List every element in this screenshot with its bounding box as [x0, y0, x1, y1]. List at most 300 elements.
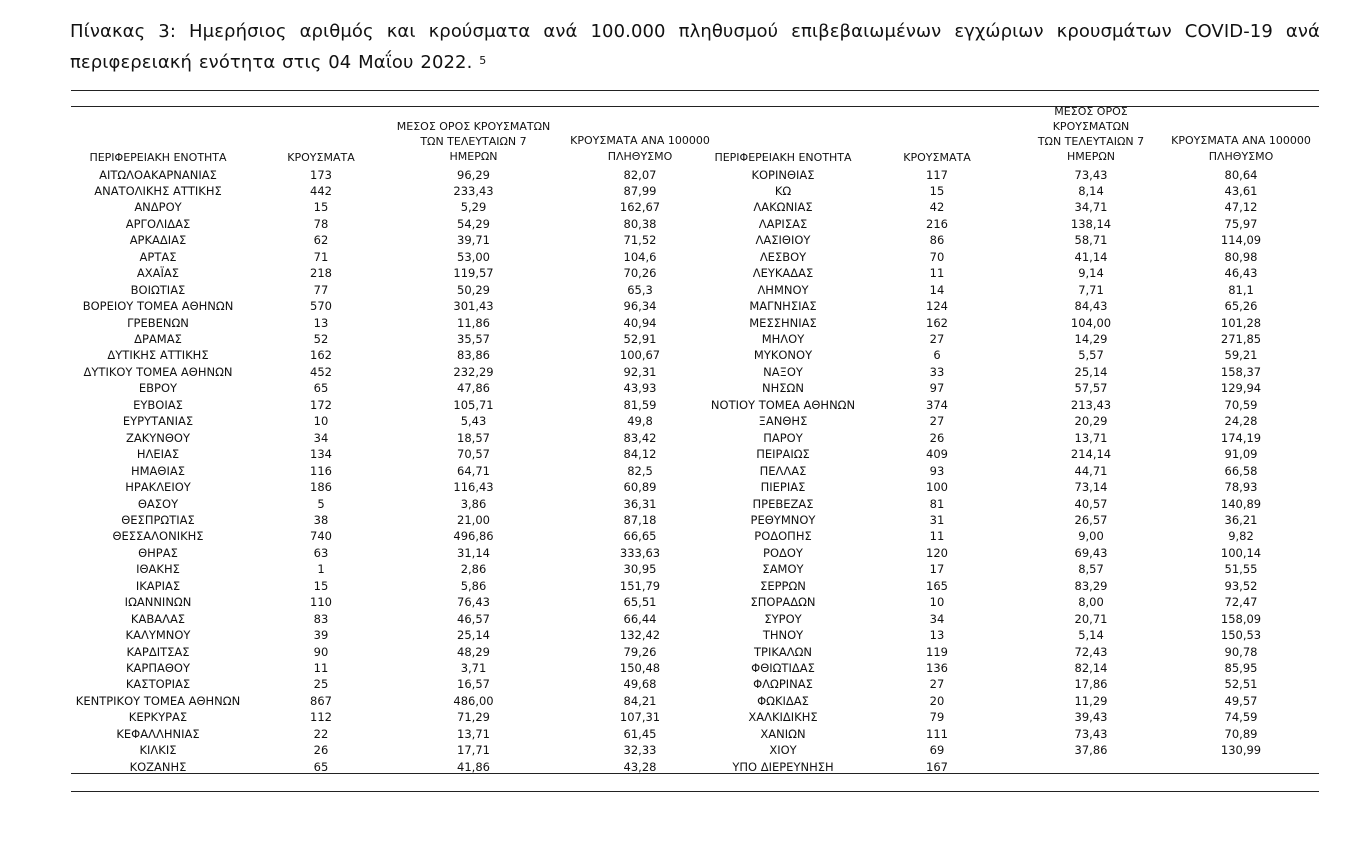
avg7-cell: 5,14	[1078, 628, 1104, 643]
region-cell: ΤΡΙΚΑΛΩΝ	[753, 644, 813, 659]
per100k-cell: 52,91	[623, 332, 657, 346]
cases-cell: 452	[310, 364, 332, 379]
table-row	[71, 199, 1319, 215]
avg7-cell: 138,14	[1070, 216, 1112, 231]
per100k-cell: 32,33	[623, 743, 657, 758]
avg7-cell: 18,57	[457, 430, 490, 445]
region-cell: ΙΩΑΝΝΙΝΩΝ	[124, 595, 192, 610]
header-avg-left-line2: ΤΩΝ ΤΕΛΕΥΤΑΙΩΝ 7 ΗΜΕΡΩΝ	[420, 135, 527, 163]
bottom-rule-second	[71, 791, 1319, 792]
table-row	[71, 512, 1319, 528]
per100k-cell: 70,26	[623, 266, 657, 281]
per100k-cell: 90,78	[1224, 644, 1258, 659]
region-cell: ΘΕΣΠΡΩΤΙΑΣ	[121, 512, 195, 527]
table-row	[71, 496, 1319, 512]
region-cell: ΧΑΝΙΩΝ	[760, 726, 806, 741]
region-cell: ΤΗΝΟΥ	[762, 628, 804, 643]
region-cell: ΒΟΙΩΤΙΑΣ	[130, 282, 186, 297]
cases-cell: 38	[313, 512, 329, 527]
region-cell: ΠΙΕΡΙΑΣ	[760, 480, 806, 495]
region-cell: ΑΡΚΑΔΙΑΣ	[129, 233, 187, 248]
per100k-cell: 114,09	[1220, 233, 1262, 248]
per100k-cell: 46,43	[1224, 266, 1258, 281]
avg7-cell: 54,29	[457, 216, 490, 231]
table-row	[71, 232, 1319, 248]
per100k-cell: 83,42	[623, 430, 657, 445]
region-cell: ΑΝΔΡΟΥ	[134, 200, 182, 215]
cases-cell: 65	[313, 381, 329, 396]
per100k-cell: 75,97	[1224, 216, 1258, 231]
header-avg-left	[396, 120, 551, 165]
cases-cell: 11	[313, 661, 329, 675]
avg7-cell: 13,71	[1074, 430, 1108, 445]
cases-cell: 162	[310, 348, 332, 363]
header-avg-right-line2: ΤΩΝ ΤΕΛΕΥΤΑΙΩΝ 7 ΗΜΕΡΩΝ	[1037, 135, 1145, 163]
avg7-cell: 58,71	[1074, 233, 1108, 248]
cases-cell: 81	[929, 496, 945, 511]
cases-cell: 52	[313, 332, 329, 346]
table-row	[71, 446, 1319, 462]
avg7-cell: 11,29	[1074, 693, 1108, 708]
region-cell: ΑΡΓΟΛΙΔΑΣ	[125, 216, 191, 231]
region-cell: ΜΕΣΣΗΝΙΑΣ	[749, 315, 817, 330]
per100k-cell: 130,99	[1220, 743, 1262, 758]
cases-cell: 71	[313, 249, 329, 264]
region-cell: ΣΠΟΡΑΔΩΝ	[750, 595, 816, 610]
table-row	[71, 463, 1319, 479]
region-cell: ΦΛΩΡΙΝΑΣ	[753, 677, 813, 692]
region-cell: ΗΜΑΘΙΑΣ	[130, 463, 185, 478]
per100k-cell: 70,59	[1224, 397, 1258, 412]
region-cell: ΣΑΜΟΥ	[762, 562, 804, 577]
table-header	[71, 105, 1319, 166]
cases-cell: 867	[310, 693, 332, 708]
cases-cell: 27	[929, 332, 945, 346]
per100k-cell: 79,26	[623, 644, 657, 659]
region-cell: ΚΙΛΚΙΣ	[139, 743, 177, 758]
cases-cell: 117	[926, 167, 948, 182]
region-cell: ΔΡΑΜΑΣ	[134, 332, 182, 346]
avg7-cell: 105,71	[453, 397, 494, 412]
per100k-cell: 49,8	[627, 414, 653, 429]
per100k-cell: 66,65	[623, 529, 657, 544]
table-row	[71, 479, 1319, 495]
region-cell: ΘΗΡΑΣ	[138, 545, 178, 560]
cases-cell: 15	[929, 183, 945, 198]
region-cell: ΗΛΕΙΑΣ	[136, 447, 180, 462]
avg7-cell: 71,29	[457, 710, 490, 725]
cases-cell: 110	[310, 595, 332, 610]
avg7-cell: 8,57	[1078, 562, 1104, 577]
header-cases-right: ΚΡΟΥΣΜΑΤΑ	[903, 151, 971, 164]
avg7-cell: 35,57	[457, 332, 490, 346]
cases-cell: 27	[929, 677, 945, 692]
avg7-cell: 39,43	[1074, 710, 1108, 725]
cases-cell: 62	[313, 233, 329, 248]
cases-cell: 136	[926, 661, 948, 675]
cases-cell: 124	[926, 299, 948, 314]
region-cell: ΛΑΣΙΘΙΟΥ	[755, 233, 811, 248]
region-cell: ΙΘΑΚΗΣ	[136, 562, 180, 577]
header-avg-left-line1: ΜΕΣΟΣ ΟΡΟΣ ΚΡΟΥΣΜΑΤΩΝ	[396, 120, 551, 133]
per100k-cell: 96,34	[623, 299, 657, 314]
header-region-left: ΠΕΡΙΦΕΡΕΙΑΚΗ ΕΝΟΤΗΤΑ	[89, 151, 227, 164]
bottom-rule	[71, 773, 1319, 774]
table-row	[71, 380, 1319, 396]
per100k-cell: 36,31	[623, 496, 657, 511]
region-cell: ΕΒΡΟΥ	[138, 381, 178, 396]
table-caption	[70, 16, 1320, 78]
avg7-cell: 3,86	[460, 496, 487, 511]
avg7-cell: 20,71	[1074, 611, 1108, 626]
cases-cell: 442	[310, 183, 332, 198]
per100k-cell: 92,31	[623, 364, 657, 379]
cases-cell: 34	[929, 611, 945, 626]
region-cell: ΚΑΡΔΙΤΣΑΣ	[126, 644, 190, 659]
avg7-cell: 11,86	[457, 315, 490, 330]
header-avg-right-line1: ΜΕΣΟΣ ΟΡΟΣ ΚΡΟΥΣΜΑΤΩΝ	[1052, 105, 1130, 133]
cases-cell: 65	[313, 759, 329, 774]
avg7-cell: 13,71	[457, 726, 490, 741]
per100k-cell: 80,64	[1224, 167, 1258, 182]
region-cell: ΔΥΤΙΚΗΣ ΑΤΤΙΚΗΣ	[107, 348, 209, 363]
avg7-cell: 25,14	[457, 628, 490, 643]
per100k-cell: 150,53	[1220, 628, 1262, 643]
per100k-cell: 43,28	[623, 759, 657, 774]
avg7-cell: 47,86	[457, 381, 490, 396]
region-cell: ΣΥΡΟΥ	[764, 611, 802, 626]
cases-cell: 165	[926, 578, 948, 593]
per100k-cell: 49,57	[1224, 693, 1258, 708]
cases-cell: 78	[313, 216, 329, 231]
per100k-cell: 9,82	[1228, 529, 1254, 544]
table-row	[71, 611, 1319, 627]
per100k-cell: 81,1	[1228, 282, 1254, 297]
region-cell: ΝΗΣΩΝ	[762, 381, 804, 396]
per100k-cell: 85,95	[1224, 661, 1258, 675]
cases-cell: 25	[313, 677, 329, 692]
header-per100k-right	[1166, 133, 1316, 165]
table-row	[71, 561, 1319, 577]
avg7-cell: 20,29	[1074, 414, 1108, 429]
avg7-cell: 73,43	[1074, 167, 1108, 182]
per100k-cell: 162,67	[619, 200, 661, 215]
cases-cell: 119	[926, 644, 948, 659]
per100k-cell: 93,52	[1224, 578, 1258, 593]
per100k-cell: 66,44	[623, 611, 657, 626]
table-row	[71, 676, 1319, 692]
table-row	[71, 347, 1319, 363]
cases-cell: 116	[310, 463, 332, 478]
avg7-cell: 17,71	[457, 743, 490, 758]
cases-cell: 186	[310, 480, 332, 495]
avg7-cell: 301,43	[453, 299, 494, 314]
cases-cell: 20	[929, 693, 945, 708]
cases-cell: 11	[929, 266, 945, 281]
avg7-cell: 64,71	[457, 463, 490, 478]
region-cell: ΑΧΑΪΑΣ	[136, 266, 180, 281]
avg7-cell: 69,43	[1074, 545, 1108, 560]
header-cases-left: ΚΡΟΥΣΜΑΤΑ	[287, 151, 355, 164]
avg7-cell: 104,00	[1070, 315, 1112, 330]
cases-cell: 10	[313, 414, 329, 429]
table-row	[71, 397, 1319, 413]
table-row	[71, 364, 1319, 380]
cases-cell: 63	[313, 545, 329, 560]
region-cell: ΠΑΡΟΥ	[763, 430, 803, 445]
per100k-cell: 84,12	[623, 447, 657, 462]
cases-cell: 570	[310, 299, 332, 314]
table-row	[71, 594, 1319, 610]
avg7-cell: 84,43	[1074, 299, 1108, 314]
table-row	[71, 216, 1319, 232]
cases-cell: 10	[929, 595, 945, 610]
avg7-cell: 233,43	[453, 183, 494, 198]
region-cell: ΡΟΔΟΥ	[763, 545, 803, 560]
header-per100k-right-line1: ΚΡΟΥΣΜΑΤΑ ΑΝΑ 100000	[1171, 134, 1311, 147]
table-row	[71, 315, 1319, 331]
avg7-cell: 73,14	[1074, 480, 1108, 495]
cases-cell: 167	[926, 759, 948, 774]
table-row	[71, 413, 1319, 429]
region-cell: ΚΟΡΙΝΘΙΑΣ	[751, 167, 815, 182]
region-cell: ΙΚΑΡΙΑΣ	[135, 578, 181, 593]
cases-cell: 162	[926, 315, 948, 330]
avg7-cell: 25,14	[1074, 364, 1108, 379]
cases-cell: 26	[313, 743, 329, 758]
cases-cell: 17	[929, 562, 945, 577]
per100k-cell: 30,95	[623, 562, 657, 577]
per100k-cell: 158,09	[1220, 611, 1262, 626]
per100k-cell: 87,99	[623, 183, 657, 198]
avg7-cell: 21,00	[457, 512, 490, 527]
cases-cell: 120	[926, 545, 948, 560]
cases-cell: 11	[929, 529, 945, 544]
cases-cell: 86	[929, 233, 945, 248]
avg7-cell: 8,14	[1078, 183, 1104, 198]
region-cell: ΑΝΑΤΟΛΙΚΗΣ ΑΤΤΙΚΗΣ	[94, 183, 222, 198]
avg7-cell: 40,57	[1074, 496, 1108, 511]
avg7-cell: 116,43	[453, 480, 494, 495]
region-cell: ΘΕΣΣΑΛΟΝΙΚΗΣ	[112, 529, 204, 544]
cases-cell: 218	[310, 266, 332, 281]
per100k-cell: 129,94	[1220, 381, 1262, 396]
region-cell: ΚΑΡΠΑΘΟΥ	[126, 661, 190, 675]
cases-cell: 93	[929, 463, 945, 478]
cases-cell: 90	[313, 644, 329, 659]
avg7-cell: 73,43	[1074, 726, 1108, 741]
per100k-cell: 36,21	[1224, 512, 1258, 527]
per100k-cell: 80,98	[1224, 249, 1258, 264]
avg7-cell: 39,71	[457, 233, 490, 248]
region-cell: ΠΕΙΡΑΙΩΣ	[756, 447, 810, 462]
cases-cell: 14	[929, 282, 945, 297]
cases-cell: 22	[313, 726, 329, 741]
per100k-cell: 43,93	[623, 381, 657, 396]
table-row	[71, 545, 1319, 561]
avg7-cell: 34,71	[1074, 200, 1108, 215]
per100k-cell: 47,12	[1224, 200, 1258, 215]
per100k-cell: 150,48	[619, 661, 661, 675]
cases-cell: 70	[929, 249, 945, 264]
region-cell: ΑΡΤΑΣ	[139, 249, 177, 264]
header-avg-right	[1016, 105, 1166, 165]
per100k-cell: 82,5	[627, 463, 653, 478]
cases-cell: 134	[310, 447, 332, 462]
region-cell: ΥΠΟ ΔΙΕΡΕΥΝΗΣΗ	[732, 759, 834, 774]
per100k-cell: 271,85	[1220, 332, 1262, 346]
per100k-cell: 66,58	[1224, 463, 1258, 478]
table-row	[71, 644, 1319, 660]
cases-cell: 42	[929, 200, 945, 215]
region-cell: ΒΟΡΕΙΟΥ ΤΟΜΕΑ ΑΘΗΝΩΝ	[82, 299, 234, 314]
region-cell: ΜΥΚΟΝΟΥ	[753, 348, 813, 363]
region-cell: ΚΩ	[774, 183, 792, 198]
per100k-cell: 74,59	[1224, 710, 1258, 725]
avg7-cell: 3,71	[460, 661, 487, 675]
avg7-cell: 41,14	[1074, 249, 1108, 264]
avg7-cell: 7,71	[1078, 282, 1104, 297]
header-per100k-left-line1: ΚΡΟΥΣΜΑΤΑ ΑΝΑ 100000	[570, 134, 710, 147]
region-cell: ΚΕΝΤΡΙΚΟΥ ΤΟΜΕΑ ΑΘΗΝΩΝ	[75, 693, 241, 708]
region-cell: ΛΑΚΩΝΙΑΣ	[753, 200, 813, 215]
cases-cell: 13	[929, 628, 945, 643]
region-cell: ΧΙΟΥ	[769, 743, 797, 758]
table-row	[71, 528, 1319, 544]
table-row	[71, 742, 1319, 758]
cases-cell: 31	[929, 512, 945, 527]
header-per100k-left-line2: ΠΛΗΘΥΣΜΟ	[607, 150, 673, 163]
per100k-cell: 61,45	[623, 726, 657, 741]
per100k-cell: 140,89	[1220, 496, 1262, 511]
region-cell: ΖΑΚΥΝΘΟΥ	[125, 430, 191, 445]
per100k-cell: 81,59	[623, 397, 657, 412]
table-row	[71, 298, 1319, 314]
per100k-cell: 71,52	[623, 233, 657, 248]
region-cell: ΕΥΒΟΙΑΣ	[133, 397, 183, 412]
per100k-cell: 100,14	[1220, 545, 1262, 560]
avg7-cell: 119,57	[453, 266, 494, 281]
avg7-cell: 232,29	[453, 364, 494, 379]
per100k-cell: 158,37	[1220, 364, 1262, 379]
avg7-cell: 31,14	[457, 545, 490, 560]
region-cell: ΚΑΛΥΜΝΟΥ	[125, 628, 191, 643]
region-cell: ΚΕΦΑΛΛΗΝΙΑΣ	[116, 726, 200, 741]
avg7-cell: 8,00	[1078, 595, 1104, 610]
avg7-cell: 16,57	[457, 677, 490, 692]
region-cell: ΘΑΣΟΥ	[137, 496, 179, 511]
per100k-cell: 84,21	[623, 693, 657, 708]
per100k-cell: 51,55	[1224, 562, 1258, 577]
avg7-cell: 82,14	[1074, 661, 1108, 675]
cases-cell: 6	[933, 348, 941, 363]
cases-cell: 83	[313, 611, 329, 626]
avg7-cell: 213,43	[1070, 397, 1112, 412]
avg7-cell: 83,86	[457, 348, 490, 363]
region-cell: ΝΑΞΟΥ	[763, 364, 803, 379]
avg7-cell: 5,43	[460, 414, 487, 429]
avg7-cell: 26,57	[1074, 512, 1108, 527]
region-cell: ΣΕΡΡΩΝ	[760, 578, 806, 593]
per100k-cell: 65,3	[627, 282, 653, 297]
table-row	[71, 249, 1319, 265]
region-cell: ΛΑΡΙΣΑΣ	[758, 216, 808, 231]
region-cell: ΞΑΝΘΗΣ	[758, 414, 808, 429]
cases-cell: 216	[926, 216, 948, 231]
per100k-cell: 49,68	[623, 677, 657, 692]
table-row	[71, 265, 1319, 281]
avg7-cell: 50,29	[457, 282, 490, 297]
cases-cell: 374	[926, 397, 948, 412]
cases-cell: 97	[929, 381, 945, 396]
region-cell: ΚΟΖΑΝΗΣ	[129, 759, 187, 774]
region-cell: ΚΕΡΚΥΡΑΣ	[128, 710, 188, 725]
region-cell: ΠΕΛΛΑΣ	[759, 463, 807, 478]
region-cell: ΓΡΕΒΕΝΩΝ	[127, 315, 189, 330]
region-cell: ΑΙΤΩΛΟΑΚΑΡΝΑΝΙΑΣ	[99, 167, 217, 182]
avg7-cell: 5,29	[460, 200, 487, 215]
region-cell: ΡΟΔΟΠΗΣ	[754, 529, 812, 544]
per100k-cell: 174,19	[1220, 430, 1262, 445]
header-per100k-right-line2: ΠΛΗΘΥΣΜΟ	[1208, 150, 1274, 163]
avg7-cell: 9,14	[1078, 266, 1104, 281]
region-cell: ΛΕΣΒΟΥ	[759, 249, 807, 264]
per100k-cell: 70,89	[1224, 726, 1258, 741]
cases-cell: 100	[926, 480, 948, 495]
per100k-cell: 60,89	[623, 480, 657, 495]
region-cell: ΦΩΚΙΔΑΣ	[757, 693, 809, 708]
region-cell: ΛΕΥΚΑΔΑΣ	[752, 266, 814, 281]
avg7-cell: 83,29	[1074, 578, 1108, 593]
region-cell: ΧΑΛΚΙΔΙΚΗΣ	[748, 710, 818, 725]
region-cell: ΚΑΒΑΛΑΣ	[130, 611, 186, 626]
avg7-cell: 17,86	[1074, 677, 1108, 692]
cases-cell: 740	[310, 529, 332, 544]
cases-cell: 15	[313, 200, 329, 215]
table-row	[71, 578, 1319, 594]
table-row	[71, 693, 1319, 709]
per100k-cell: 80,38	[623, 216, 657, 231]
avg7-cell: 96,29	[457, 167, 490, 182]
cases-cell: 39	[313, 628, 329, 643]
region-cell: ΜΗΛΟΥ	[761, 332, 805, 346]
table-row	[71, 331, 1319, 347]
cases-cell: 26	[929, 430, 945, 445]
per100k-cell: 104,6	[623, 249, 657, 264]
region-cell: ΜΑΓΝΗΣΙΑΣ	[749, 299, 817, 314]
per100k-cell: 72,47	[1224, 595, 1258, 610]
avg7-cell: 486,00	[453, 693, 494, 708]
avg7-cell: 496,86	[453, 529, 494, 544]
top-rule	[71, 90, 1319, 91]
avg7-cell: 5,57	[1078, 348, 1104, 363]
avg7-cell: 2,86	[460, 562, 487, 577]
avg7-cell: 48,29	[457, 644, 490, 659]
cases-cell: 173	[310, 167, 332, 182]
avg7-cell: 14,29	[1074, 332, 1108, 346]
avg7-cell: 46,57	[457, 611, 490, 626]
cases-cell: 13	[313, 315, 329, 330]
region-cell: ΡΕΘΥΜΝΟΥ	[750, 512, 816, 527]
region-cell: ΠΡΕΒΕΖΑΣ	[752, 496, 814, 511]
region-cell: ΔΥΤΙΚΟΥ ΤΟΜΕΑ ΑΘΗΝΩΝ	[83, 364, 233, 379]
avg7-cell: 44,71	[1074, 463, 1108, 478]
per100k-cell: 40,94	[623, 315, 657, 330]
region-cell: ΝΟΤΙΟΥ ΤΟΜΕΑ ΑΘΗΝΩΝ	[710, 397, 856, 412]
cases-cell: 77	[313, 282, 329, 297]
per100k-cell: 132,42	[619, 628, 661, 643]
header-region-right: ΠΕΡΙΦΕΡΕΙΑΚΗ ΕΝΟΤΗΤΑ	[714, 151, 852, 164]
